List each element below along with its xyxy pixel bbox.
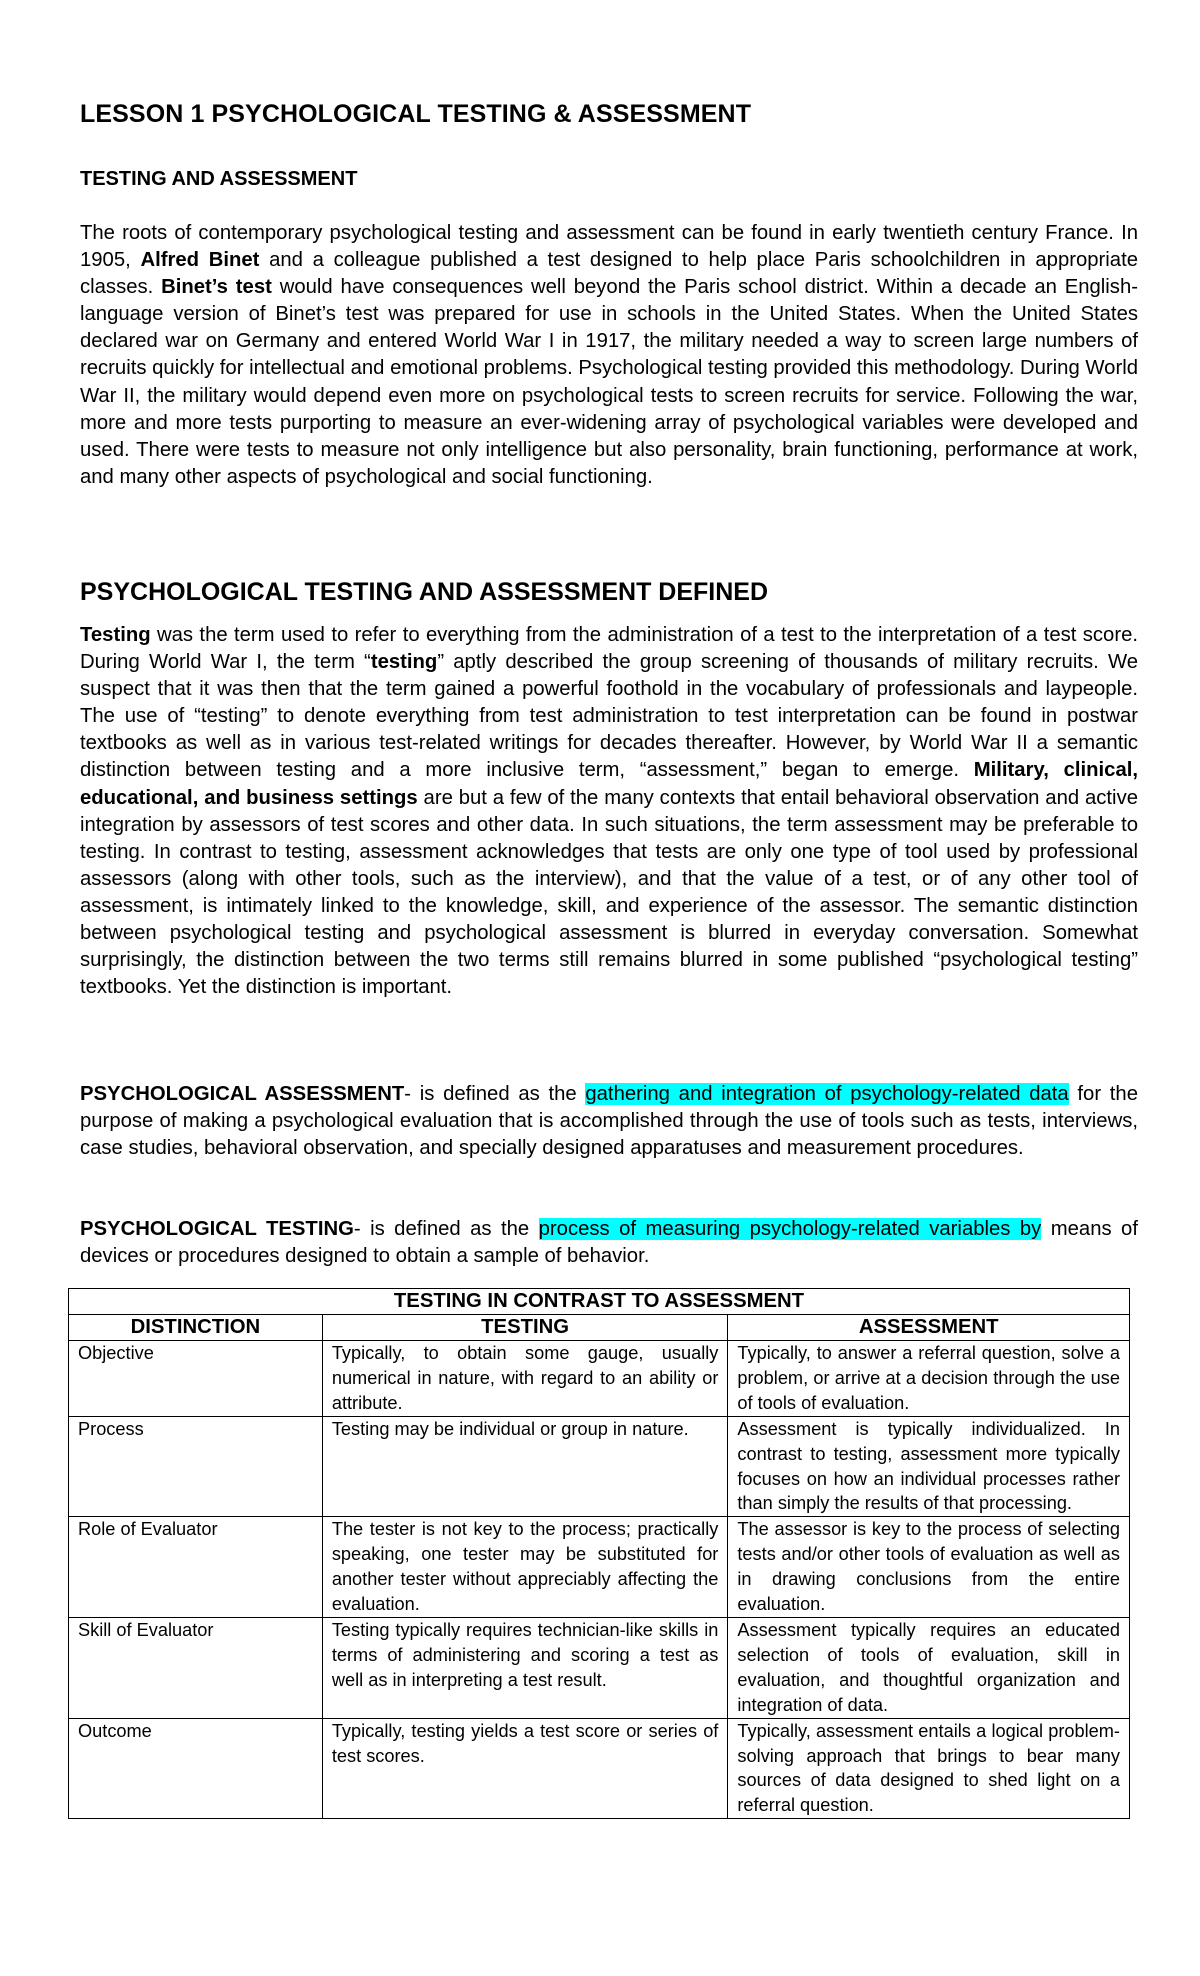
testing-definition <box>80 1216 1138 1270</box>
text-run: for the purpose of making a psychological evaluation that is accomplished through the use of tools such as tests, interviews, case studies, behavioral observation, and specially designed apparatuses and measurement procedures. <box>80 1083 1138 1160</box>
table-row <box>69 1341 1130 1417</box>
definition-paragraph <box>80 622 1138 1001</box>
table-row <box>69 1718 1130 1819</box>
table-row <box>69 1416 1130 1517</box>
bold-testing: Testing <box>80 624 151 646</box>
table-title: TESTING IN CONTRAST TO ASSESSMENT <box>69 1289 1130 1315</box>
bold-binets-test: Binet’s test <box>161 276 272 299</box>
testing-cell: Testing may be individual or group in nature. <box>322 1416 728 1517</box>
section-heading-defined: PSYCHOLOGICAL TESTING AND ASSESSMENT DEFINED <box>80 578 769 606</box>
column-header-testing: TESTING <box>322 1315 728 1341</box>
assessment-cell: Typically, to answer a referral question, solve a problem, or arrive at a decision through the use of tools of evaluation. <box>728 1341 1130 1417</box>
text-run: - is defined as the <box>404 1083 586 1105</box>
section-heading-testing-and-assessment: TESTING AND ASSESSMENT <box>80 168 358 190</box>
text-run: are but a few of the many contexts that entail behavioral observation and active integration by assessors of test scores and other data. In such situations, the term assessment may be preferable to testing. In contrast to testing, assessment acknowledges that tests are only one type of tool used by professional assessors (along with other tools, such as the interview), and that the value of a test, or of any other tool of assessment, is intimately linked to the knowledge, skill, and experience of the assessor. The semantic distinction between psychological testing and psychological assessment is blurred in everyday conversation. Somewhat surprisingly, the distinction between the two terms still remains blurred in some published “psychological testing” textbooks. Yet the distinction is important. <box>80 786 1138 999</box>
assessment-cell: Assessment typically requires an educated selection of tools of evaluation, skill in evaluation, and thoughtful organization and integration of data. <box>728 1617 1130 1718</box>
history-paragraph <box>80 220 1138 491</box>
term-psychological-testing: PSYCHOLOGICAL TESTING <box>80 1218 354 1240</box>
highlighted-text: process of measuring psychology-related variables by <box>538 1218 1042 1240</box>
text-run: means of devices or procedures designed to obtain a sample of behavior. <box>80 1218 1138 1268</box>
row-label: Role of Evaluator <box>69 1517 323 1618</box>
text-run: and a colleague published a test designed to help place Paris schoolchildren in appropriate classes. <box>80 249 1138 299</box>
table-row <box>69 1517 1130 1618</box>
assessment-cell: The assessor is key to the process of selecting tests and/or other tools of evaluation as well as in drawing conclusions from the entire evaluation. <box>728 1517 1130 1618</box>
column-header-distinction: DISTINCTION <box>69 1315 323 1341</box>
row-label: Objective <box>69 1341 323 1417</box>
text-run: The roots of contemporary psychological testing and assessment can be found in early twentieth century France. In 1905, <box>80 222 1138 272</box>
testing-cell: Typically, to obtain some gauge, usually numerical in nature, with regard to an ability or attribute. <box>322 1341 728 1417</box>
term-psychological-assessment: PSYCHOLOGICAL ASSESSMENT <box>80 1083 405 1105</box>
highlighted-text: gathering and integration of psychology-related data <box>585 1083 1069 1105</box>
assessment-cell: Typically, assessment entails a logical problem-solving approach that brings to bear many sources of data designed to shed light on a referral question. <box>728 1718 1130 1819</box>
row-label: Process <box>69 1416 323 1517</box>
text-run: would have consequences well beyond the Paris school district. Within a decade an English-language version of Binet’s test was prepared for use in schools in the United States. When the United States declared war on Germany and entered World War I in 1917, the military needed a way to screen large numbers of recruits quickly for intellectual and emotional problems. Psychological testing provided this methodology. During World War II, the military would depend even more on psychological tests to screen recruits for service. Following the war, more and more tests purporting to measure an ever-widening array of psychological variables were developed and used. There were tests to measure not only intelligence but also personality, brain functioning, performance at work, and many other aspects of psychological and social functioning. <box>80 276 1138 488</box>
text-run: - is defined as the <box>353 1218 539 1240</box>
assessment-cell: Assessment is typically individualized. In contrast to testing, assessment more typically focuses on how an individual processes rather than simply the results of that processing. <box>728 1416 1130 1517</box>
text-run: was the term used to refer to everything from the administration of a test to the interpretation of a test score. During World War I, the term “ <box>80 624 1138 674</box>
row-label: Skill of Evaluator <box>69 1617 323 1718</box>
testing-cell: Typically, testing yields a test score or series of test scores. <box>322 1718 728 1819</box>
row-label: Outcome <box>69 1718 323 1819</box>
table-row <box>69 1617 1130 1718</box>
text-run: ” aptly described the group screening of thousands of military recruits. We suspect that it was then that the term gained a powerful foothold in the vocabulary of professionals and laypeople. The use of “testing” to denote everything from test administration to test interpretation can be found in postwar textbooks as well as in various test-related writings for decades thereafter. However, by World War II a semantic distinction between testing and a more inclusive term, “assessment,” began to emerge. <box>80 651 1139 782</box>
bold-settings: Military, clinical, educational, and business settings <box>80 759 1138 809</box>
lesson-title: LESSON 1 PSYCHOLOGICAL TESTING & ASSESSMENT <box>80 100 752 128</box>
assessment-definition <box>80 1081 1138 1162</box>
bold-alfred-binet: Alfred Binet <box>140 249 260 272</box>
bold-testing-quoted: testing <box>370 651 438 674</box>
comparison-table <box>68 1288 1130 1819</box>
column-header-assessment: ASSESSMENT <box>728 1315 1130 1341</box>
testing-cell: The tester is not key to the process; practically speaking, one tester may be substituted for another tester without appreciably affecting the evaluation. <box>322 1517 728 1618</box>
testing-cell: Testing typically requires technician-like skills in terms of administering and scoring a test as well as in interpreting a test result. <box>322 1617 728 1718</box>
